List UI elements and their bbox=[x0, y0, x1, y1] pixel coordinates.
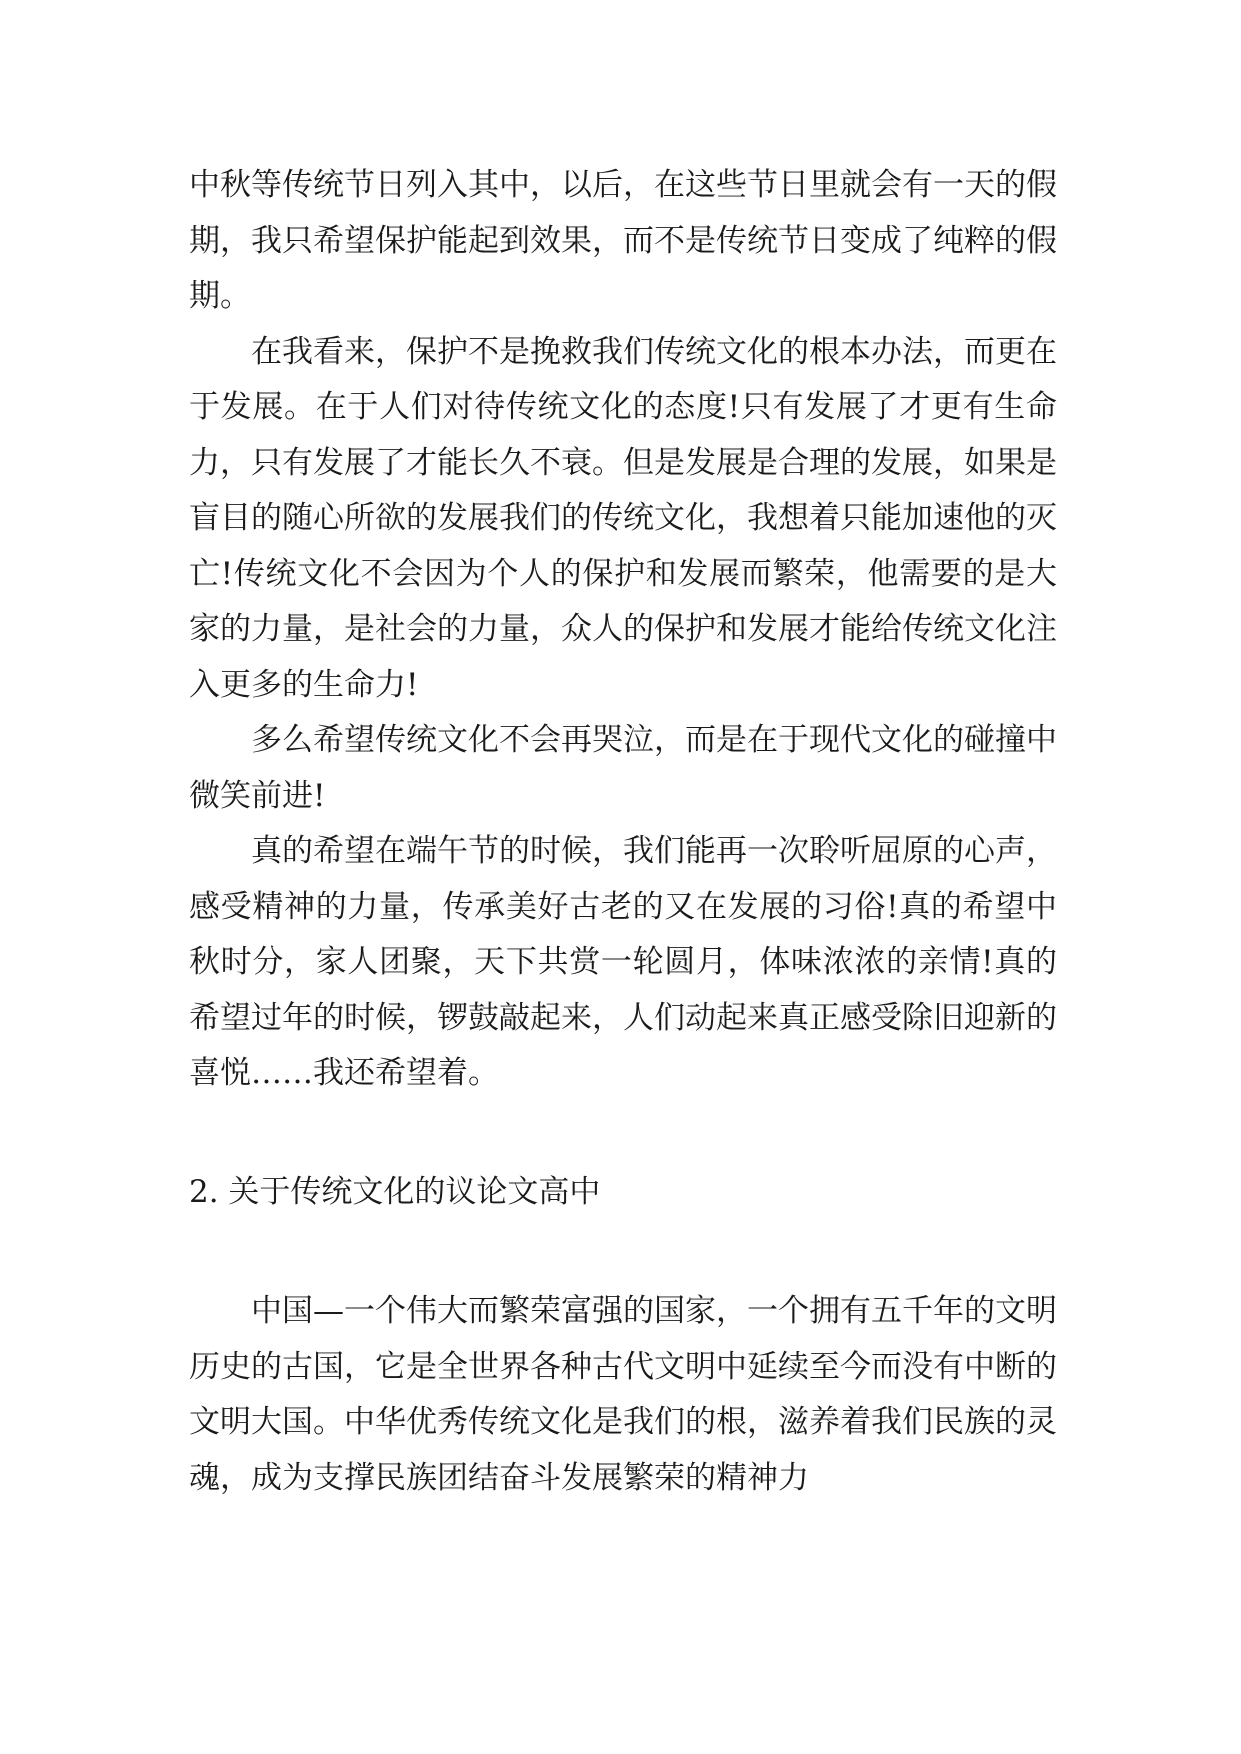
paragraph-preservation-development: 在我看来，保护不是挽救我们传统文化的根本办法，而更在于发展。在于人们对待传统文化的态度!只有发展了才更有生命力，只有发展了才能长久不衰。但是发展是合理的发展，如果是盲目的随心所欲的发展我们的传统文化，我想着只能加速他的灭亡!传统文化不会因为个人的保护和发展而繁荣，他需要的是大家的力量，是社会的力量，众人的保护和发展才能给传统文化注入更多的生命力! bbox=[189, 333, 1057, 703]
paragraph-china-civilization: 中国—一个伟大而繁荣富强的国家，一个拥有五千年的文明历史的古国，它是全世界各种古代文明中延续至今而没有中断的文明大国。中华优秀传统文化是我们的根，滋养着我们民族的灵魂，成为支撑民族团结奋斗发展繁荣的精神力 bbox=[189, 1293, 1057, 1496]
section-heading: 2. 关于传统文化的议论文高中 bbox=[189, 1173, 601, 1210]
document-body bbox=[189, 158, 1057, 1506]
paragraph-continuation: 中秋等传统节日列入其中，以后，在这些节日里就会有一天的假期，我只希望保护能起到效果，而不是传统节日变成了纯粹的假期。 bbox=[189, 167, 1057, 314]
paragraph-festival-wishes: 真的希望在端午节的时候，我们能再一次聆听屈原的心声，感受精神的力量，传承美好古老的又在发展的习俗!真的希望中秋时分，家人团聚，天下共赏一轮圆月，体味浓浓的亲情!真的希望过年的时候，锣鼓敲起来，人们动起来真正感受除旧迎新的喜悦……我还希望着。 bbox=[189, 833, 1057, 1091]
paragraph-hope-smile: 多么希望传统文化不会再哭泣，而是在于现代文化的碰撞中微笑前进! bbox=[189, 722, 1057, 814]
